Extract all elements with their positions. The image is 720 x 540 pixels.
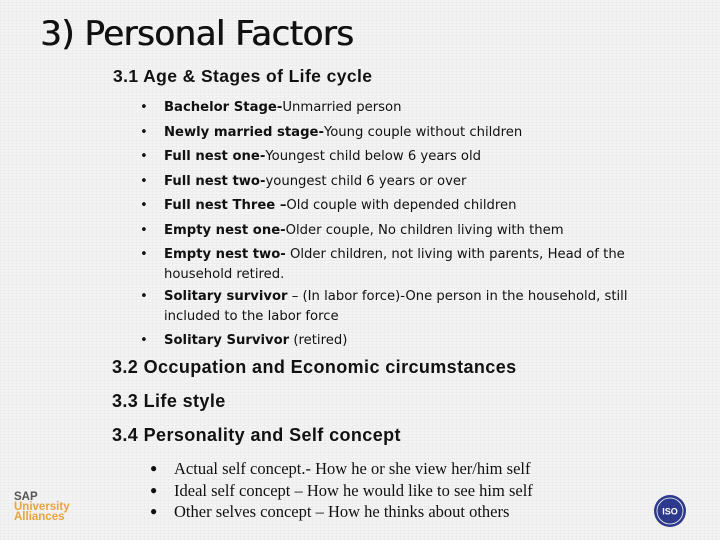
bullet-icon: • [140,247,148,262]
logo-line-alliances: Alliances [14,511,65,523]
stage-term: Bachelor Stage- [164,100,283,115]
stage-description: – (In labor force)-One person in the household, still included to the labor force [164,289,628,324]
bullet-icon: • [140,198,148,213]
page-title: 3) Personal Factors [40,14,354,54]
bullet-icon: • [140,173,148,189]
iso-certification-icon [653,494,687,528]
self-concept-text: Other selves concept – How he thinks about others [174,502,510,521]
bullet-icon: ● [150,461,158,475]
stage-description: Unmarried person [282,100,402,115]
bullet-icon: • [140,222,148,238]
stage-term: Newly married stage- [164,124,324,140]
list-item [150,501,630,523]
list-item [140,145,660,170]
section-heading-life-style: 3.3 Life style [112,391,226,411]
list-item [150,458,630,480]
stage-description: Older children, not living with parents, Head of the household retired. [164,247,625,282]
bullet-icon: • [140,333,148,348]
stage-description: Old couple with depended children [286,198,517,213]
sap-university-alliances-logo [14,492,70,522]
stage-description: Young couple without children [323,124,523,140]
bullet-icon: • [140,289,148,304]
section-heading-age-stages: 3.1 Age & Stages of Life cycle [113,66,373,86]
iso-badge-label: ISO [662,506,678,517]
bullet-icon: • [140,124,148,140]
list-item [140,287,660,326]
list-item [140,96,660,121]
section-heading-personality: 3.4 Personality and Self concept [112,425,401,445]
stage-description: (retired) [289,333,348,348]
logo-line-university: University [14,501,70,513]
stage-term: Solitary survivor [164,289,288,304]
bullet-icon: ● [150,504,158,518]
list-item [140,219,660,244]
section-heading-occupation: 3.2 Occupation and Economic circumstances [112,357,517,377]
stage-term: Empty nest two- [164,247,286,262]
life-cycle-stage-list [140,96,660,354]
list-item [150,480,630,502]
list-item [140,245,660,284]
bullet-icon: ● [150,482,158,497]
stage-description: Older couple, No children living with them [285,222,564,238]
list-item [140,121,660,146]
stage-description: Youngest child below 6 years old [265,149,481,164]
logo-line-sap: SAP [14,491,38,503]
list-item [140,194,660,219]
self-concept-list [150,458,630,523]
stage-term: Empty nest one- [164,222,286,238]
stage-term: Solitary Survivor [164,333,290,348]
stage-term: Full nest two- [164,173,266,189]
list-item [140,170,660,195]
stage-term: Full nest Three – [164,198,287,213]
stage-term: Full nest one- [164,149,266,164]
bullet-icon: • [140,149,148,164]
bullet-icon: • [140,100,148,115]
self-concept-text: Actual self concept.- How he or she view her/him self [174,459,531,478]
stage-description: youngest child 6 years or over [265,173,467,189]
self-concept-text: Ideal self concept – How he would like to see him self [174,480,533,500]
list-item [140,329,660,354]
